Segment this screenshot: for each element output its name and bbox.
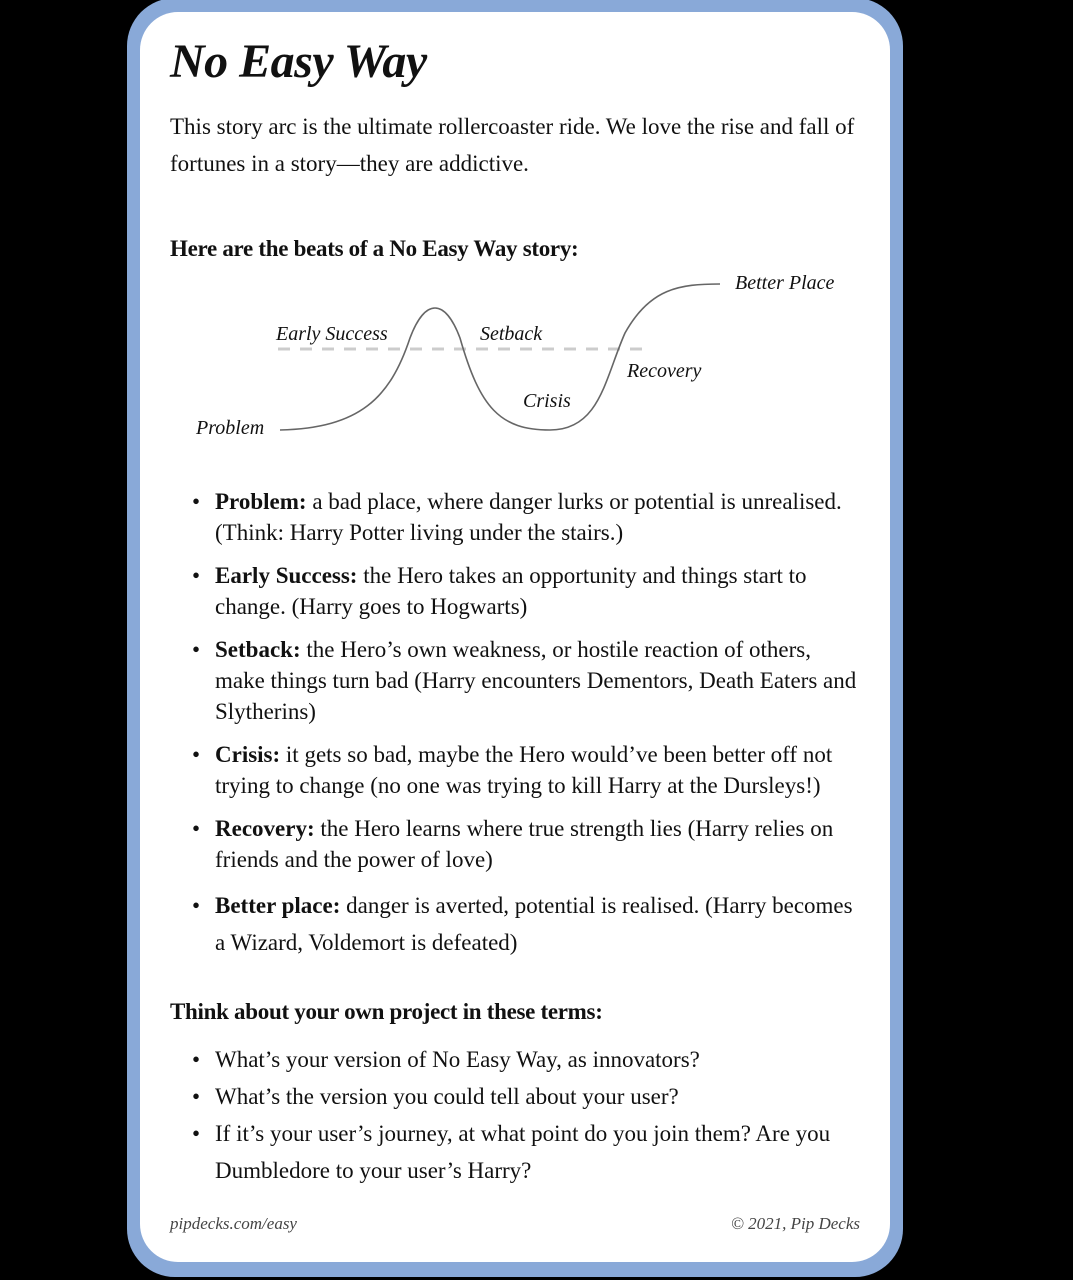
questions-list xyxy=(170,1041,860,1189)
label-crisis: Crisis xyxy=(523,390,571,412)
beat-text: it gets so bad, maybe the Hero would’ve been better off not trying to change (no one was trying to kill Harry at the Dursleys!) xyxy=(215,742,833,798)
list-item: • What’s your version of No Easy Way, as innovators? xyxy=(170,1041,860,1078)
beats-heading: Here are the beats of a No Easy Way story: xyxy=(170,236,579,261)
list-item xyxy=(170,813,860,875)
beat-term: Problem: xyxy=(215,489,307,514)
card-border xyxy=(127,0,903,1277)
footer-copyright: © 2021, Pip Decks xyxy=(730,1214,860,1233)
list-item: • If it’s your user’s journey, at what point do you join them? Are you Dumbledore to your user’s Harry? xyxy=(170,1115,860,1189)
footer-url[interactable]: pipdecks.com/easy xyxy=(170,1214,297,1233)
label-early-success: Early Success xyxy=(276,323,388,345)
label-problem: Problem xyxy=(196,417,265,439)
page-title: No Easy Way xyxy=(170,35,427,88)
beat-text: the Hero takes an opportunity and things start to change. (Harry goes to Hogwarts) xyxy=(215,563,807,619)
list-item: • What’s the version you could tell about your user? xyxy=(170,1078,860,1115)
list-item xyxy=(170,634,860,727)
beat-term: Crisis: xyxy=(215,742,281,767)
label-setback: Setback xyxy=(480,323,543,345)
beat-text: a bad place, where danger lurks or potential is unrealised. (Think: Harry Potter living under the stairs.) xyxy=(215,489,842,545)
list-item xyxy=(170,486,860,548)
label-better-place: Better Place xyxy=(735,272,835,294)
beat-text: the Hero’s own weakness, or hostile reaction of others, make things turn bad (Harry encounters Dementors, Death Eaters and Slytherins) xyxy=(215,637,857,724)
beat-text: the Hero learns where true strength lies (Harry relies on friends and the power of love) xyxy=(215,816,834,872)
beat-text: danger is averted, potential is realised. (Harry becomes a Wizard, Voldemort is defeated) xyxy=(215,893,853,955)
card xyxy=(140,12,890,1262)
intro-text: This story arc is the ultimate rollercoaster ride. We love the rise and fall of fortunes in a story—they are addictive. xyxy=(170,114,855,176)
story-arc-curve xyxy=(280,284,720,430)
beat-term: Better place: xyxy=(215,893,341,918)
beats-list xyxy=(170,486,860,973)
label-recovery: Recovery xyxy=(627,360,702,382)
think-heading: Think about your own project in these terms: xyxy=(170,999,603,1024)
list-item xyxy=(170,887,860,961)
beat-term: Recovery: xyxy=(215,816,315,841)
list-item xyxy=(170,560,860,622)
list-item xyxy=(170,739,860,801)
beat-term: Early Success: xyxy=(215,563,358,588)
beat-term: Setback: xyxy=(215,637,301,662)
